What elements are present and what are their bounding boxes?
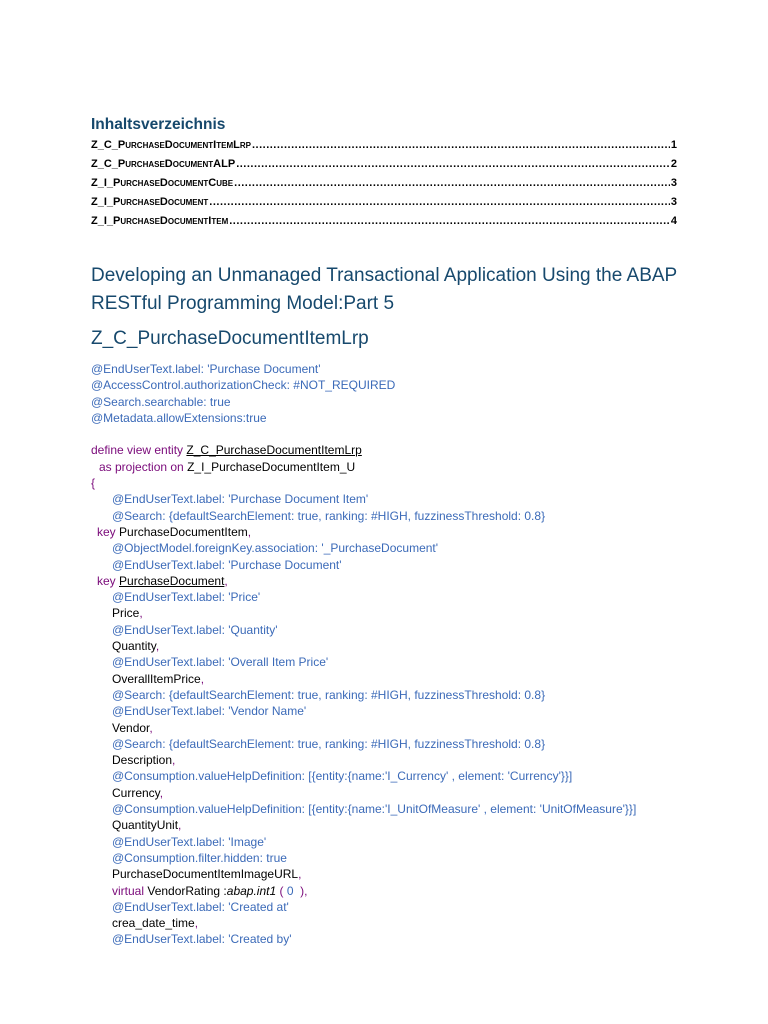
code-number: 0 (286, 883, 294, 898)
toc-entry-label: Z_I_PurchaseDocument (91, 196, 209, 208)
code-line-field (91, 915, 751, 931)
code-annotation: @EndUserText.label: 'Image' (112, 834, 267, 849)
code-field: Currency (112, 785, 160, 800)
code-comma: , (224, 573, 228, 588)
toc-entry-label: Z_I_PurchaseDocumentCube (91, 177, 234, 189)
code-comma: , (172, 753, 176, 768)
code-annotation: @Search: {defaultSearchElement: true, ranking: #HIGH, fuzzinessThreshold: 0.8} (112, 736, 546, 751)
code-field: OverallItemPrice (112, 671, 201, 686)
code-line-field (91, 671, 751, 687)
code-field: Quantity (112, 639, 156, 654)
code-annotation: @ObjectModel.foreignKey.association: '_PurchaseDocument' (112, 541, 439, 556)
code-annotation: @Search: {defaultSearchElement: true, ranking: #HIGH, fuzzinessThreshold: 0.8} (112, 508, 546, 523)
code-open-brace: { (91, 476, 96, 491)
code-comma: , (155, 639, 160, 654)
table-of-contents (91, 139, 677, 234)
toc-entry-page: 2 (670, 158, 677, 170)
code-blank-line (91, 426, 751, 442)
toc-entry-label: Z_I_PurchaseDocumentItem (91, 215, 229, 227)
code-annotation: @AccessControl.authorizationCheck: #NOT_REQUIRED (91, 378, 396, 393)
toc-entry[interactable] (91, 139, 677, 158)
code-line-key (91, 573, 751, 589)
code-type-name: abap.int1 (226, 883, 277, 898)
toc-entry[interactable] (91, 215, 677, 234)
toc-entry-label: Z_C_PurchaseDocumentALP (91, 158, 236, 170)
code-comma: , (247, 524, 252, 539)
code-line-field (91, 638, 751, 654)
code-comma: , (149, 720, 153, 735)
code-entity-name: Z_C_PurchaseDocumentItemLrp (186, 443, 362, 458)
code-paren-close: ), (293, 883, 308, 898)
code-annotation: @EndUserText.label: 'Vendor Name' (112, 704, 307, 719)
code-keyword: define view entity (91, 443, 184, 458)
code-keyword: virtual (112, 883, 145, 898)
code-field: Price (112, 606, 140, 621)
code-comma: , (298, 867, 302, 882)
toc-leader-dots (234, 177, 670, 189)
toc-entry[interactable] (91, 196, 677, 215)
section-heading: Z_C_PurchaseDocumentItemLrp (91, 328, 369, 349)
code-line-projection (91, 459, 751, 475)
code-line-virtual (91, 883, 751, 899)
code-line-key (91, 524, 751, 540)
code-field: QuantityUnit (112, 818, 179, 833)
code-comma: , (200, 671, 205, 686)
code-field: VendorRating (147, 883, 221, 898)
code-line-field (91, 605, 751, 621)
code-line-field (91, 785, 751, 801)
code-type-separator: : (220, 883, 227, 898)
code-field: Description (112, 753, 173, 768)
code-field: PurchaseDocumentItem (119, 524, 248, 539)
code-annotation: @Search: {defaultSearchElement: true, ranking: #HIGH, fuzzinessThreshold: 0.8} (112, 687, 546, 702)
code-annotation: @EndUserText.label: 'Price' (112, 590, 261, 605)
code-annotation: @EndUserText.label: 'Purchase Document' (91, 362, 321, 376)
code-comma: , (178, 818, 182, 833)
toc-leader-dots (209, 196, 670, 208)
code-annotation: @Metadata.allowExtensions:true (91, 410, 267, 425)
document-title: Developing an Unmanaged Transactional Application Using the ABAP RESTful Programming Model:Part 5 (91, 265, 677, 314)
code-field: PurchaseDocument (119, 573, 225, 588)
toc-entry[interactable] (91, 158, 677, 177)
code-paren-open: ( (276, 883, 287, 898)
code-line-field (91, 866, 751, 882)
toc-entry-label: Z_C_PurchaseDocumentItemLrp (91, 139, 251, 151)
code-field: Vendor (112, 720, 150, 735)
toc-leader-dots (236, 158, 670, 170)
toc-entry-page: 3 (670, 177, 677, 189)
code-comma: , (139, 606, 143, 621)
toc-entry[interactable] (91, 177, 677, 196)
code-keyword: key (97, 524, 116, 539)
code-keyword: as projection on (99, 459, 184, 474)
code-field: crea_date_time (112, 916, 195, 931)
code-annotation: @EndUserText.label: 'Created at' (112, 899, 289, 914)
toc-leader-dots (229, 215, 670, 227)
toc-entry-page: 1 (670, 139, 677, 151)
code-keyword: key (97, 573, 116, 588)
code-annotation: @EndUserText.label: 'Purchase Document' (112, 557, 342, 572)
code-annotation: @EndUserText.label: 'Purchase Document Item' (112, 492, 369, 507)
code-projection-source: Z_I_PurchaseDocumentItem_U (187, 459, 356, 474)
toc-title: Inhaltsverzeichnis (91, 116, 226, 133)
code-line-field (91, 817, 751, 833)
code-comma: , (194, 916, 199, 931)
code-line-field (91, 720, 751, 736)
code-block (91, 361, 751, 948)
code-annotation: @EndUserText.label: 'Quantity' (112, 622, 278, 637)
code-field: PurchaseDocumentItemImageURL (112, 867, 299, 882)
code-annotation: @Consumption.valueHelpDefinition: [{entity:{name:'I_UnitOfMeasure' , element: 'UnitOfMeasure'}}] (112, 802, 637, 817)
code-annotation: @Consumption.filter.hidden: true (112, 850, 287, 865)
code-annotation: @Search.searchable: true (91, 394, 231, 409)
toc-entry-page: 4 (670, 215, 677, 227)
code-line-define (91, 442, 751, 458)
code-annotation: @EndUserText.label: 'Overall Item Price' (112, 655, 329, 670)
toc-leader-dots (252, 139, 670, 151)
code-line-field (91, 752, 751, 768)
toc-entry-page: 3 (670, 196, 677, 208)
code-annotation: @Consumption.valueHelpDefinition: [{entity:{name:'I_Currency' , element: 'Currency'}}] (112, 769, 573, 784)
code-annotation: @EndUserText.label: 'Created by' (112, 932, 292, 947)
code-comma: , (159, 785, 164, 800)
